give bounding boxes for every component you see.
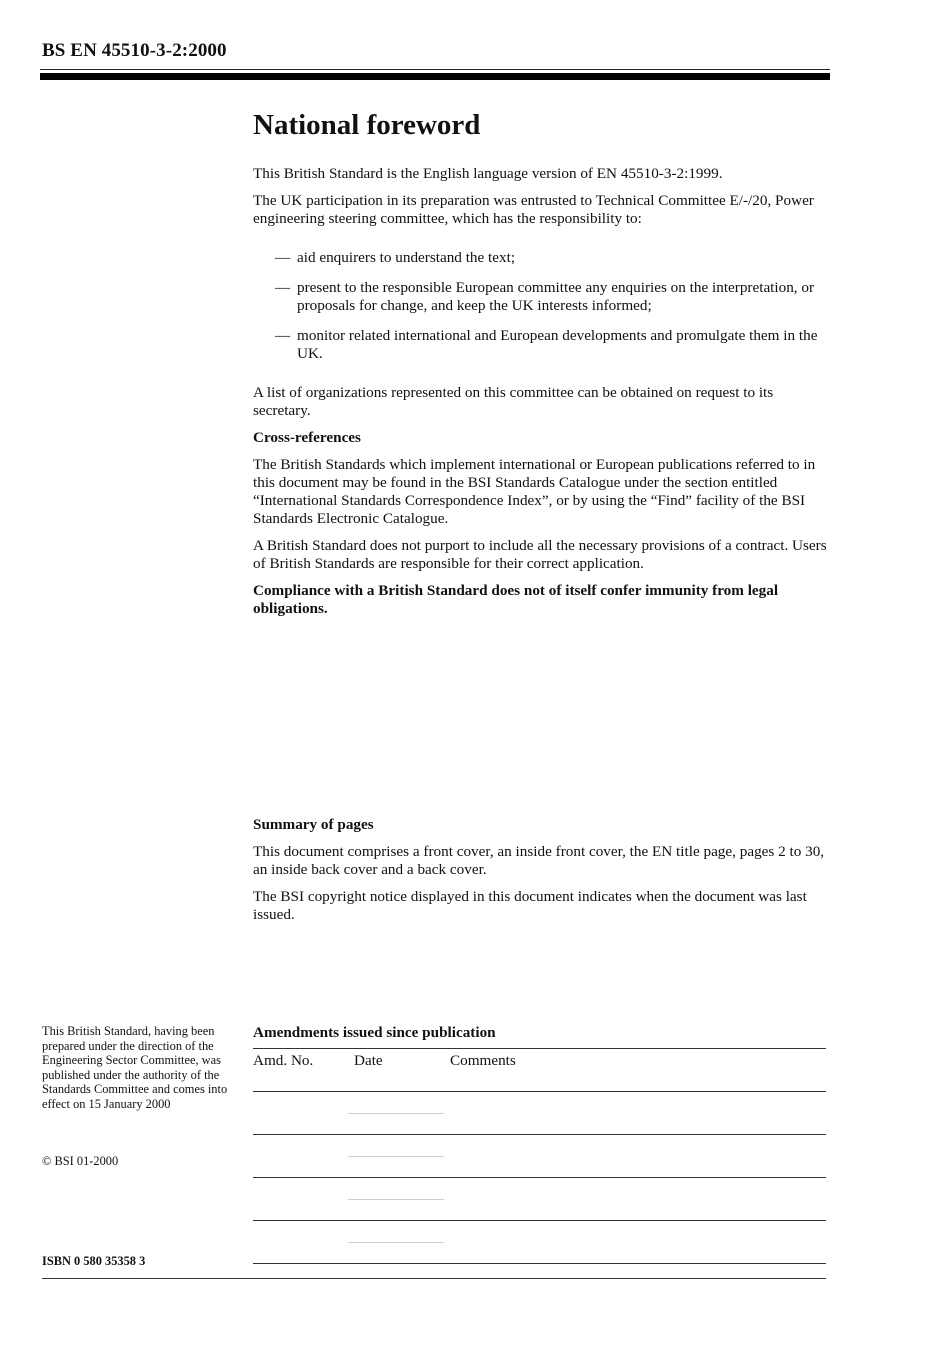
organizations-paragraph: A list of organizations represented on this committee can be obtained on request to its secretary. — [253, 384, 774, 419]
committee-paragraph: The UK participation in its preparation was entrusted to Technical Committee E/-/20, Power engineering steering committee, which has the responsibility to: — [253, 192, 814, 227]
table-rule — [253, 1048, 826, 1049]
list-item-text: monitor related international and European developments and promulgate them in the UK. — [297, 327, 818, 362]
compliance-statement: Compliance with a British Standard does not of itself confer immunity from legal obligations. — [253, 582, 779, 617]
list-item-text: present to the responsible European committee any enquiries on the interpretation, or proposals for change, and keep the UK interests informed; — [297, 279, 815, 314]
column-header-amd-no: Amd. No. — [253, 1052, 314, 1069]
column-header-date: Date — [354, 1052, 383, 1069]
table-row-rule — [253, 1220, 826, 1221]
provisions-paragraph: A British Standard does not purport to include all the necessary provisions of a contract. Users of British Standards are responsible for their correct application. — [253, 537, 827, 572]
table-row-rule — [253, 1134, 826, 1135]
copyright-notice: © BSI 01-2000 — [42, 1154, 119, 1168]
list-item — [253, 249, 828, 267]
cross-references-heading: Cross-references — [253, 429, 361, 446]
column-header-comments: Comments — [450, 1052, 516, 1069]
publication-note: This British Standard, having been prepared under the direction of the Engineering Sector Committee, was published under the authority of the Standards Committee and comes into effect on 15 January 2000 — [42, 1024, 228, 1111]
document-id: BS EN 45510-3-2:2000 — [42, 40, 227, 61]
isbn: ISBN 0 580 35358 3 — [42, 1254, 146, 1268]
dash-marker: — — [275, 249, 291, 266]
summary-heading: Summary of pages — [253, 816, 374, 833]
summary-paragraph: This document comprises a front cover, an inside front cover, the EN title page, pages 2 to 30, an inside back cover and a back cover. — [253, 843, 825, 878]
date-slot — [348, 1199, 444, 1200]
table-row-rule — [253, 1177, 826, 1178]
intro-paragraph: This British Standard is the English language version of EN 45510-3-2:1999. — [253, 165, 723, 182]
header-rule-thin — [40, 69, 830, 70]
table-row-rule — [253, 1263, 826, 1264]
date-slot — [348, 1242, 444, 1243]
copyright-notice-paragraph: The BSI copyright notice displayed in this document indicates when the document was last issued. — [253, 888, 807, 923]
summary-section — [253, 816, 828, 933]
list-item — [253, 327, 828, 363]
dash-marker: — — [275, 279, 291, 296]
list-item — [253, 279, 828, 315]
table-row-rule — [253, 1091, 826, 1092]
cross-references-paragraph: The British Standards which implement international or European publications referred to in this document may be found in the BSI Standards Catalogue under the section entitled “International Standards Correspondence Index”, or by using the “Find” facility of the BSI Standards Electronic Catalogue. — [253, 456, 816, 527]
date-slot — [348, 1156, 444, 1157]
page-title: National foreword — [253, 109, 481, 141]
responsibility-list — [253, 249, 828, 363]
header-rule-thick — [40, 73, 830, 80]
date-slot — [348, 1113, 444, 1114]
amendments-title: Amendments issued since publication — [253, 1024, 496, 1041]
dash-marker: — — [275, 327, 291, 344]
footer-rule — [42, 1278, 826, 1279]
foreword-section — [253, 108, 828, 627]
list-item-text: aid enquirers to understand the text; — [297, 249, 516, 266]
